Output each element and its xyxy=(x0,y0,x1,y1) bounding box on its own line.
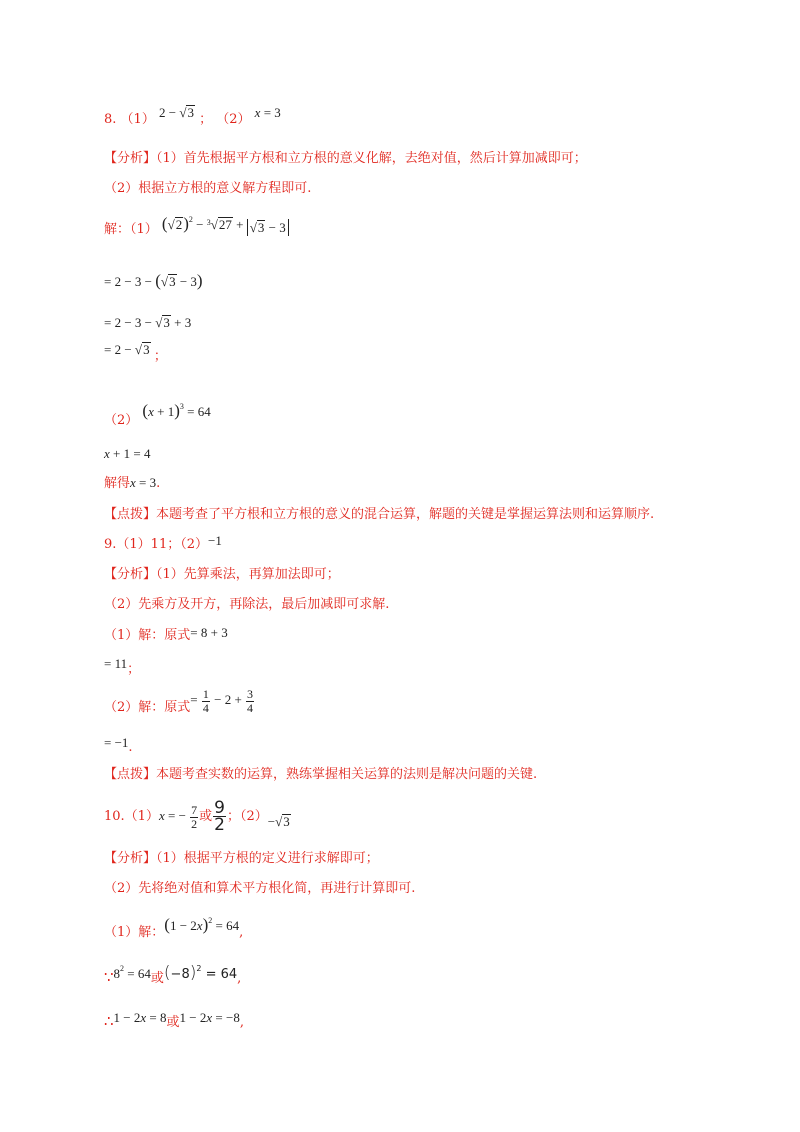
q9-header xyxy=(104,535,222,554)
q8-tip xyxy=(104,506,654,524)
q9-head-value: −1 xyxy=(208,533,222,548)
q8-step4-end: ； xyxy=(153,348,167,363)
q8-step2: = 2 − 3 − (√3 − 3) xyxy=(104,271,203,290)
q8-eq3: 解得x = 3. xyxy=(104,475,161,491)
q8-part2-label: （2） xyxy=(216,112,251,127)
q10-head: 10.（1） xyxy=(104,809,159,824)
q8-part2-label-b: （2） xyxy=(104,413,139,428)
q9-analysis-1 xyxy=(104,566,340,584)
q8-number: 8. xyxy=(104,112,117,127)
q9-sol1-expr: = 8 + 3 xyxy=(190,625,228,640)
q10-because: ∵ xyxy=(104,968,114,986)
q8-tip-label: 【点拨】 xyxy=(104,507,157,522)
q8-sep: ； xyxy=(199,112,213,127)
q8-analysis-text-1: （1）首先根据平方根和立方根的意义化解，去绝对值，然后计算加减即可； xyxy=(156,151,587,166)
q8-solution-step1 xyxy=(104,215,289,240)
q8-analysis-2: （2）根据立方根的意义解方程即可. xyxy=(104,181,312,196)
q8-part2-eq1 xyxy=(104,398,211,428)
q8-tip-text: 本题考查了平方根和立方根的意义的混合运算，解题的关键是掌握运算法则和运算顺序. xyxy=(156,507,655,522)
q10-answer-3: −√3 xyxy=(267,814,290,829)
q9-analysis-text-1: （1）先算乘法，再算加法即可； xyxy=(156,567,340,582)
q10-header xyxy=(104,800,291,833)
q9-sol2-end: . xyxy=(128,740,133,755)
q8-part2-answer: x = 3 xyxy=(254,105,281,120)
q10-therefore: ∴ xyxy=(104,1012,114,1030)
q8-eq3-prefix: 解得 xyxy=(104,476,131,491)
q9-tip-label: 【点拨】 xyxy=(104,767,157,782)
q9-sol2 xyxy=(104,688,255,715)
q10-or: 或 xyxy=(199,809,213,824)
q10-analysis-text-1: （1）根据平方根的定义进行求解即可； xyxy=(156,851,379,866)
q10-eq1: $(1 - 2x)^2 = 64$ xyxy=(164,915,240,934)
q10-eq2: $\because 8^2 = 64$或$(-8)^2 = 64$, xyxy=(104,963,242,986)
q9-analysis-2: （2）先乘方及开方，再除法，最后加减即可求解. xyxy=(104,597,390,612)
q10-eq1-end: , xyxy=(239,925,244,940)
q10-eq3-end: , xyxy=(239,1015,244,1030)
q8-step1-expr: $(√2)^2 - ^3√27 + √3 - 3$ xyxy=(162,217,289,232)
q10-eq2-end: , xyxy=(237,971,242,986)
q10-or-2: 或 xyxy=(150,971,164,986)
q10-answer-2: $\frac{9}{2}$ xyxy=(214,798,225,835)
q9-tip xyxy=(104,766,537,784)
q10-or-3: 或 xyxy=(166,1015,180,1030)
q9-sol2-res: = −1 xyxy=(104,735,129,750)
q10-analysis-label: 【分析】 xyxy=(104,851,157,866)
q8-solution-label: 解：（1） xyxy=(104,222,158,237)
q8-analysis-1 xyxy=(104,150,587,168)
q10-analysis-2: （2）先将绝对值和算术平方根化简，再进行计算即可. xyxy=(104,881,416,896)
q10-answer-1: x = − $\frac{7}{2}$ xyxy=(158,802,198,831)
q9-sol1-res: = 11 xyxy=(104,656,128,671)
q8-part1-answer: 2 − √3 xyxy=(158,105,194,120)
q10-sol1 xyxy=(104,912,244,940)
q9-tip-text: 本题考查实数的运算，熟练掌握相关运算的法则是解决问题的关键. xyxy=(156,767,538,782)
q9-head: 9.（1）11；（2） xyxy=(104,537,208,552)
q10-sol1-label: （1）解： xyxy=(104,925,165,940)
q8-part1-label: （1） xyxy=(120,112,155,127)
q9-sol1-end: ； xyxy=(127,662,141,677)
q8-analysis-label: 【分析】 xyxy=(104,151,157,166)
q8-header xyxy=(104,105,281,129)
q8-step4: = 2 − √3 ； xyxy=(104,342,167,363)
q9-sol1-result xyxy=(104,655,141,677)
q8-step3: = 2 − 3 − √3 + 3 xyxy=(104,315,192,330)
q8-eq2: x + 1 = 4 xyxy=(104,446,151,461)
q9-sol2-expr: = $\frac{1}{4}$ − 2 + $\frac{3}{4}$ xyxy=(190,687,254,715)
q9-sol2-label: （2）解：原式 xyxy=(104,700,191,716)
q10-analysis-1 xyxy=(104,850,379,868)
q9-sol1 xyxy=(104,626,228,645)
q8-eq1: $(x + 1)^3 = 64$ xyxy=(142,401,211,420)
q9-sol2-result xyxy=(104,734,133,753)
q8-eq3-end: . xyxy=(156,476,161,491)
q9-analysis-label: 【分析】 xyxy=(104,567,157,582)
q9-sol1-label: （1）解：原式 xyxy=(104,628,191,643)
q10-sep: ；（2） xyxy=(227,809,268,824)
q10-eq3: ∴1 − 2x = 8或1 − 2x = −8, xyxy=(104,1010,244,1030)
